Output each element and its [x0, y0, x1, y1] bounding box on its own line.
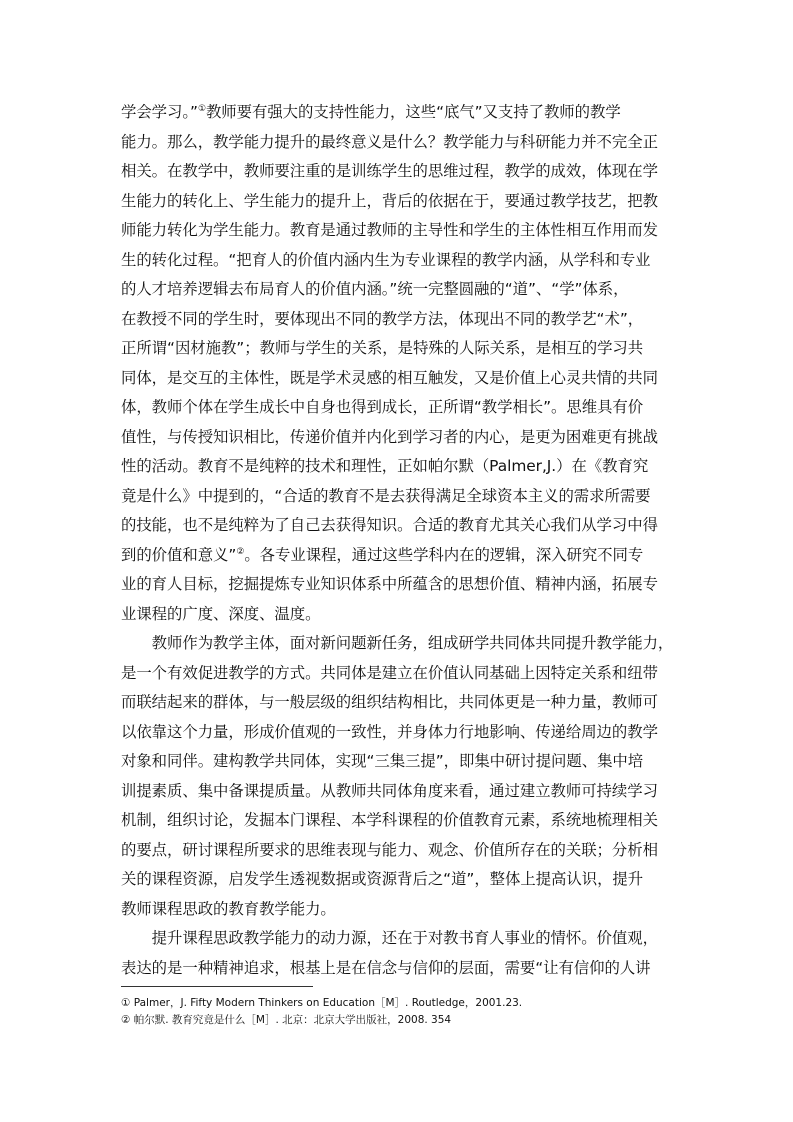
text-line: 师能力转化为学生能力。教育是通过教师的主导性和学生的主体性相互作用而发	[121, 221, 658, 239]
text-line: 正所谓“因材施教”；教师与学生的关系，是特殊的人际关系，是相互的学习共	[121, 339, 644, 357]
text-segment: 教师要有强大的支持性能力，这些“底气”又支持了教师的教学	[205, 103, 621, 121]
text-line: 业课程的广度、深度、温度。	[121, 604, 321, 623]
footnote-reference: ①	[197, 103, 206, 114]
text-line: 表达的是一种精神追求，根基上是在信念与信仰的层面，需要“让有信仰的人讲	[121, 958, 651, 977]
text-line: 竟是什么》中提到的，“合适的教育不是去获得满足全球资本主义的需求所需要	[121, 486, 651, 505]
text-line: 关的课程资源，启发学生透视数据或资源背后之“道”，整体上提高认识，提升	[121, 870, 644, 888]
text-line: 在教授不同的学生时，要体现出不同的教学方法，体现出不同的教学艺“术”，	[121, 309, 644, 328]
footnote-2: ② 帕尔默. 教育究竟是什么［M］. 北京：北京大学出版社，2008. 354	[121, 1014, 452, 1026]
text-line: 生的转化过程。“把育人的价值内涵内生为专业课程的教学内涵，从学科和专业	[121, 250, 651, 269]
text-line: 同体，是交互的主体性，既是学术灵感的相互触发，又是价值上心灵共情的共同	[121, 368, 658, 387]
text-line: 能力。那么，教学能力提升的最终意义是什么？教学能力与科研能力并不完全正	[121, 132, 658, 151]
footnote-reference: ②	[236, 546, 245, 557]
text-line: 是一个有效促进教学的方式。共同体是建立在价值认同基础上因特定关系和纽带	[121, 663, 658, 682]
footnote-1: ① Palmer，J. Fifty Modern Thinkers on Education［M］. Routledge，2001.23.	[121, 997, 523, 1009]
text-line: 教师作为教学主体，面对新问题新任务，组成研学共同体共同提升教学能力，	[121, 634, 674, 652]
text-segment: 到的价值和意义”	[121, 545, 237, 564]
text-line: 生能力的转化上、学生能力的提升上，背后的依据在于，要通过教学技艺，把教	[121, 191, 658, 210]
text-line: 相关。在教学中，教师要注重的是训练学生的思维过程，教学的成效，体现在学	[121, 162, 658, 180]
text-line: 体，教师个体在学生成长中自身也得到成长，正所谓“教学相长”。思维具有价	[121, 398, 644, 416]
text-line: 业的育人目标，挖掘提炼专业知识体系中所蕴含的思想价值、精神内涵，拓展专	[121, 575, 658, 593]
text-line: 机制，组织讨论，发掘本门课程、本学科课程的价值教育元素，系统地梳理相关	[121, 811, 658, 829]
footnote-divider	[121, 986, 313, 987]
text-line: 性的活动。教育不是纯粹的技术和理性，正如帕尔默（Palmer,J.）在《教育究	[121, 457, 649, 475]
text-segment: 。各专业课程，通过这些学科内在的逻辑，深入研究不同专	[244, 545, 644, 564]
text-line: 训提素质、集中备课提质量。从教师共同体角度来看，通过建立教师可持续学习	[121, 781, 658, 800]
text-line: 提升课程思政教学能力的动力源，还在于对教书育人事业的情怀。价值观，	[121, 929, 658, 947]
text-line: 的技能，也不是纯粹为了自己去获得知识。合适的教育尤其关心我们从学习中得	[121, 516, 658, 534]
text-line: 以依靠这个力量，形成价值观的一致性，并身体力行地影响、传递给周边的教学	[121, 722, 658, 741]
text-line	[121, 97, 677, 127]
text-line: 教师课程思政的教育教学能力。	[121, 899, 336, 918]
text-line: 对象和同伴。建构教学共同体，实现“三集三提”，即集中研讨提问题、集中培	[121, 752, 644, 770]
text-line: 的人才培养逻辑去布局育人的价值内涵。”统一完整圆融的“道”、“学”体系，	[121, 280, 629, 298]
text-line: 值性，与传授知识相比，传递价值并内化到学习者的内心，是更为困难更有挑战	[121, 427, 658, 446]
text-segment: 学会学习。”	[121, 103, 198, 121]
text-line: 的要点，研讨课程所要求的思维表现与能力、观念、价值所存在的关联；分析相	[121, 840, 658, 859]
text-line: 而联结起来的群体，与一般层级的组织结构相比，共同体更是一种力量，教师可	[121, 693, 658, 711]
text-line	[121, 540, 677, 570]
